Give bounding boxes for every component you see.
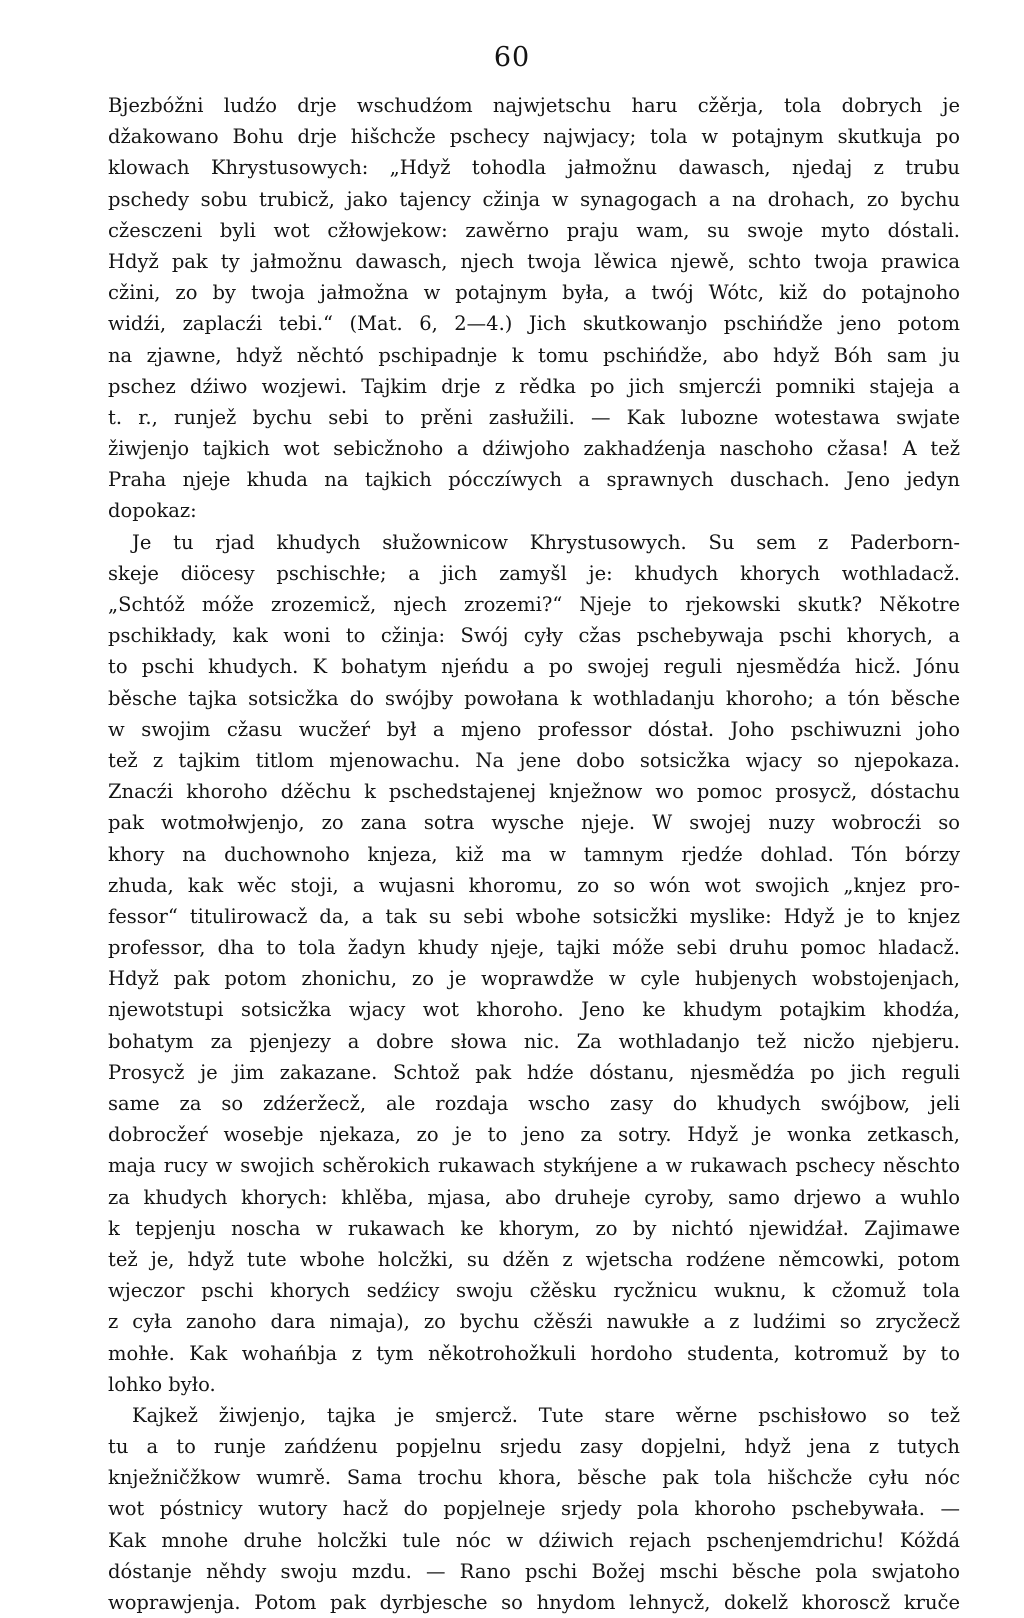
text-line: mohłe. Kak wohańbja z tym někotrohožkuli hordoho studenta, kotromuž by to — [108, 1341, 960, 1365]
text-line: knježničžkow wumrě. Sama trochu khora, běsche pak tola hišchcže cyłu nóc — [108, 1466, 960, 1490]
text-line: tu a to runje zańdźenu popjelnu srjedu zasy dopjelni, hdyž jena z tutych — [108, 1435, 960, 1459]
text-line: Kajkež žiwjenjo, tajka je smjercž. Tute stare wěrne pschisłowo so tež — [132, 1403, 960, 1427]
text-line: Hdyž pak potom zhonichu, zo je woprawdže w cyle hubjenych wobstojenjach, — [108, 967, 960, 991]
text-line: fessor“ titulirowacž da, a tak su sebi wbohe sotsicžki myslike: Hdyž je to knjez — [108, 904, 960, 928]
text-line: pschez dźiwo wozjewi. Tajkim drje z rědka po jich smjercźi pomniki stajeja a — [108, 374, 960, 398]
text-line: same za so zdźeržecž, ale rozdaja wscho zasy do khudych swójbow, jeli — [108, 1092, 960, 1115]
body-text — [108, 90, 960, 1618]
text-line: pschedy sobu trubicž, jako tajency cžinja w synagogach a na drohach, zo bychu — [108, 187, 960, 211]
text-line: to pschi khudych. K bohatym njeńdu a po swojej reguli njesmědźa hicž. Jónu — [108, 655, 960, 679]
text-line: pak wotmołwjenjo, zo zana sotra wysche njeje. W swojej nuzy wobrocźi so — [108, 811, 960, 835]
text-line: džakowano Bohu drje hišchcže pschecy najwjacy; tola w potajnym skutkuja po — [108, 125, 960, 149]
text-line: zhuda, kak wěc stoji, a wujasni khoromu, zo so wón wot swojich „knjez pro- — [108, 873, 960, 897]
text-line: cžini, zo by twoja jałmožna w potajnym była, a twój Wótc, kiž do potajnoho — [108, 281, 960, 305]
text-line: Kak mnohe druhe holcžki tule nóc w dźiwich rejach pschenjemdrichu! Kóždá — [108, 1528, 960, 1552]
text-line: dobrocžeŕ wosebje njekaza, zo je to jeno za sotry. Hdyž je wonka zetkasch, — [108, 1123, 960, 1147]
text-line: tež je, hdyž tute wbohe holcžki, su dźěn z wjetscha rodźene němcowki, potom — [108, 1247, 960, 1271]
text-line: wot póstnicy wutory hacž do popjelneje srjedy pola khoroho pschebywała. — — [108, 1497, 960, 1521]
text-line: t. r., runjež bychu sebi to prěni zasłužili. — Kak lubozne wotestawa swjate — [108, 405, 960, 429]
text-line: lohko było. — [108, 1372, 216, 1396]
text-line: k tepjenju noscha w rukawach ke khorym, zo by nichtó njewidźał. Zajimawe — [108, 1216, 960, 1240]
text-line: na zjawne, hdyž něchtó pschipadnje k tomu pschińdže, abo hdyž Bóh sam ju — [108, 343, 960, 367]
text-line: w swojim cžasu wucžeŕ był a mjeno professor dóstał. Joho pschiwuzni joho — [108, 717, 960, 741]
text-line: cžesczeni byli wot cžłowjekow: zawěrno praju wam, su swoje myto dóstali. — [108, 218, 960, 242]
text-line: tež z tajkim titlom mjenowachu. Na jene dobo sotsicžka wjacy so njepokaza. — [108, 748, 960, 772]
text-line: Znacźi khoroho dźěchu k pschedstajenej knježnow wo pomoc prosycž, dóstachu — [108, 780, 960, 804]
text-line: bohatym za pjenjezy a dobre słowa nic. Za wothladanjo tež nicžo njebjeru. — [108, 1029, 960, 1053]
text-line: z cyła zanoho dara nimaja), zo bychu cžěsźi nawukłe a z ludźimi so zrycžecž — [108, 1310, 960, 1334]
text-line: žiwjenjo tajkich wot sebicžnoho a dźiwjoho zakhadźenja naschoho cžasa! A tež — [108, 437, 960, 461]
text-line: běsche tajka sotsicžka do swójby powołana k wothladanju khoroho; a tón běsche — [108, 686, 960, 710]
text-line: Prosycž je jim zakazane. Schtož pak hdźe dóstanu, njesmědźa po jich reguli — [108, 1060, 960, 1084]
text-line: dóstanje něhdy swoju mzdu. — Rano pschi Božej mschi běsche pola swjatoho — [108, 1559, 960, 1583]
text-line: khory na duchownoho knjeza, kiž ma w tamnym rjedźe dohlad. Tón bórzy — [108, 842, 960, 866]
text-line: professor, dha to tola žadyn khudy njeje, tajki móže sebi druhu pomoc hladacž. — [108, 936, 960, 960]
text-line: Praha njeje khuda na tajkich pócczíwych a sprawnych duschach. Jeno jedyn — [108, 468, 960, 492]
page-number: 60 — [493, 42, 531, 73]
text-line: maja rucy w swojich schěrokich rukawach stykńjene a w rukawach pschecy něschto — [108, 1154, 960, 1178]
text-line: za khudych khorych: khlěba, mjasa, abo druheje cyroby, samo drjewo a wuhlo — [108, 1185, 960, 1209]
text-line: „Schtóž móže zrozemicž, njech zrozemi?“ Njeje to rjekowski skutk? Někotre — [108, 593, 960, 616]
text-line: wjeczor pschi khorych sedźicy swoju cžěsku rycžnicu wuknu, k cžomuž tola — [108, 1279, 960, 1303]
text-line: dopokaz: — [108, 499, 197, 523]
text-line: woprawjenja. Potom pak dyrbjesche so hnydom lehnycž, dokelž khoroscž kruče — [108, 1591, 960, 1614]
text-line: klowach Khrystusowych: „Hdyž tohodla jałmožnu dawasch, njedaj z trubu — [108, 156, 960, 180]
text-line: Je tu rjad khudych słužownicow Khrystusowych. Su sem z Paderborn- — [132, 530, 960, 554]
text-line: njewotstupi sotsicžka wjacy wot khoroho. Jeno ke khudym potajkim khodźa, — [108, 998, 960, 1022]
text-line: Hdyž pak ty jałmožnu dawasch, njech twoja lěwica njewě, schto twoja prawica — [108, 249, 960, 273]
text-line: Bjezbóžni ludźo drje wschudźom najwjetschu haru cžěrja, tola dobrych je — [108, 94, 960, 117]
text-line: skeje diöcesy pschischłe; a jich zamyšl je: khudych khorych wothladacž. — [108, 561, 960, 585]
text-line: pschikłady, kak woni to cžinja: Swój cyły cžas pschebywaja pschi khorych, a — [108, 624, 960, 648]
text-line: widźi, zaplacźi tebi.“ (Mat. 6, 2—4.) Jich skutkowanjo pschińdže jeno potom — [108, 312, 960, 336]
